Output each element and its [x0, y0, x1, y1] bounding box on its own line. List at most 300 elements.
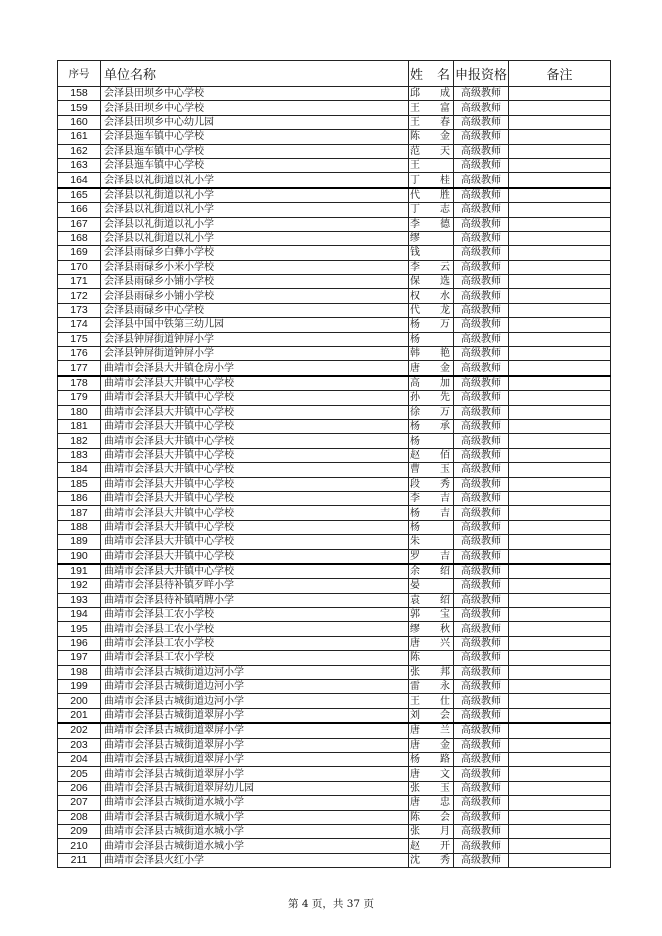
row-remark: [509, 347, 611, 361]
row-name: [409, 506, 454, 520]
row-name: [409, 608, 454, 622]
row-unit: 会泽县雨碌乡中心学校: [101, 303, 409, 317]
row-remark: [509, 506, 611, 520]
row-seq: 159: [58, 101, 101, 115]
row-given-name: 路: [440, 754, 450, 766]
row-remark: [509, 332, 611, 346]
row-surname: 代: [410, 189, 420, 201]
table-row: [58, 564, 611, 579]
row-remark: [509, 130, 611, 144]
table-row: [58, 680, 611, 694]
row-seq: 205: [58, 767, 101, 781]
row-remark: [509, 549, 611, 564]
row-given-name: 德: [440, 218, 450, 230]
row-surname: 唐: [410, 725, 420, 737]
row-given-name: 忠: [440, 797, 450, 809]
row-name: [409, 347, 454, 361]
row-surname: 李: [410, 218, 420, 230]
table-row: [58, 651, 611, 665]
table-row: [58, 289, 611, 303]
table-row: [58, 824, 611, 838]
row-surname: 张: [410, 782, 420, 794]
row-surname: 曹: [410, 464, 420, 476]
row-remark: [509, 173, 611, 188]
row-given-name: 先: [440, 392, 450, 404]
header-name-b: 名: [436, 68, 450, 83]
row-seq: 169: [58, 246, 101, 260]
row-remark: [509, 448, 611, 462]
row-name: [409, 361, 454, 376]
row-name: [409, 419, 454, 433]
row-qualification: 高级教师: [454, 289, 509, 303]
row-qualification: 高级教师: [454, 781, 509, 795]
row-qualification: 高级教师: [454, 217, 509, 231]
row-surname: 晏: [410, 580, 420, 592]
table-row: [58, 448, 611, 462]
row-seq: 188: [58, 520, 101, 534]
row-name: [409, 289, 454, 303]
table-row: [58, 708, 611, 723]
row-name: [409, 853, 454, 867]
row-name: [409, 723, 454, 738]
row-remark: [509, 361, 611, 376]
row-surname: 杨: [410, 507, 420, 519]
row-remark: [509, 767, 611, 781]
row-surname: 丁: [410, 174, 420, 186]
row-given-name: 永: [440, 681, 450, 693]
table-row: [58, 173, 611, 188]
row-remark: [509, 636, 611, 650]
row-remark: [509, 231, 611, 245]
row-surname: 张: [410, 826, 420, 838]
header-seq: 序号: [58, 61, 101, 87]
row-surname: 王: [410, 102, 420, 114]
row-unit: 曲靖市会泽县火红小学: [101, 853, 409, 867]
table-row: [58, 549, 611, 564]
row-given-name: 文: [440, 768, 450, 780]
row-unit: 曲靖市会泽县大井镇仓房小学: [101, 361, 409, 376]
row-surname: 沈: [410, 854, 420, 866]
row-qualification: 高级教师: [454, 275, 509, 289]
row-qualification: 高级教师: [454, 491, 509, 505]
table-row: [58, 303, 611, 317]
row-name: [409, 680, 454, 694]
row-unit: 曲靖市会泽县古城街道翠屏小学: [101, 738, 409, 752]
row-surname: 王: [410, 116, 420, 128]
row-remark: [509, 651, 611, 665]
row-seq: 174: [58, 318, 101, 332]
row-qualification: 高级教师: [454, 361, 509, 376]
header-qualification: 申报资格: [454, 61, 509, 87]
row-unit: 会泽县雨碌乡小米小学校: [101, 260, 409, 274]
row-seq: 196: [58, 636, 101, 650]
row-unit: 曲靖市会泽县大井镇中心学校: [101, 376, 409, 391]
row-surname: 孙: [410, 392, 420, 404]
table-row: [58, 318, 611, 332]
row-seq: 209: [58, 824, 101, 838]
row-given-name: 秋: [440, 623, 450, 635]
row-name: [409, 622, 454, 636]
row-given-name: 富: [440, 102, 450, 114]
row-qualification: 高级教师: [454, 853, 509, 867]
row-surname: 陈: [410, 652, 420, 664]
row-name: [409, 477, 454, 491]
row-seq: 203: [58, 738, 101, 752]
row-surname: 余: [410, 566, 420, 578]
table-row: [58, 217, 611, 231]
row-name: [409, 520, 454, 534]
row-qualification: 高级教师: [454, 347, 509, 361]
page-footer: 第 4 页，共 37 页: [288, 898, 374, 910]
row-remark: [509, 520, 611, 534]
row-remark: [509, 680, 611, 694]
row-given-name: 春: [440, 116, 450, 128]
table-row: [58, 520, 611, 534]
row-name: [409, 839, 454, 853]
row-qualification: 高级教师: [454, 593, 509, 607]
row-surname: 杨: [410, 333, 420, 345]
row-remark: [509, 810, 611, 824]
row-seq: 200: [58, 694, 101, 708]
row-remark: [509, 144, 611, 158]
row-given-name: 云: [440, 261, 450, 273]
row-qualification: 高级教师: [454, 810, 509, 824]
row-qualification: 高级教师: [454, 158, 509, 172]
row-given-name: 绍: [440, 594, 450, 606]
row-name: [409, 101, 454, 115]
row-unit: 曲靖市会泽县古城街道水城小学: [101, 839, 409, 853]
row-surname: 陈: [410, 811, 420, 823]
row-qualification: 高级教师: [454, 694, 509, 708]
table-row: [58, 405, 611, 419]
row-seq: 170: [58, 260, 101, 274]
row-seq: 210: [58, 839, 101, 853]
table-row: [58, 231, 611, 245]
row-qualification: 高级教师: [454, 419, 509, 433]
row-qualification: 高级教师: [454, 246, 509, 260]
row-seq: 163: [58, 158, 101, 172]
row-seq: 187: [58, 506, 101, 520]
row-name: [409, 318, 454, 332]
row-seq: 172: [58, 289, 101, 303]
row-surname: 刘: [410, 709, 420, 721]
row-seq: 185: [58, 477, 101, 491]
row-name: [409, 549, 454, 564]
row-given-name: 天: [440, 145, 450, 157]
row-name: [409, 246, 454, 260]
row-name: [409, 593, 454, 607]
row-remark: [509, 564, 611, 579]
row-qualification: 高级教师: [454, 434, 509, 448]
row-seq: 173: [58, 303, 101, 317]
row-name: [409, 535, 454, 549]
row-given-name: 秀: [440, 478, 450, 490]
table-row: [58, 608, 611, 622]
row-unit: 会泽县雨碌乡小铺小学校: [101, 275, 409, 289]
row-name: [409, 115, 454, 129]
row-seq: 168: [58, 231, 101, 245]
row-given-name: 金: [440, 362, 450, 374]
row-qualification: 高级教师: [454, 767, 509, 781]
row-surname: 李: [410, 493, 420, 505]
row-given-name: 胜: [440, 189, 450, 201]
row-given-name: 万: [440, 406, 450, 418]
row-seq: 184: [58, 463, 101, 477]
row-unit: 曲靖市会泽县工农小学校: [101, 651, 409, 665]
row-unit: 曲靖市会泽县大井镇中心学校: [101, 391, 409, 405]
row-name: [409, 738, 454, 752]
row-seq: 182: [58, 434, 101, 448]
row-seq: 194: [58, 608, 101, 622]
row-given-name: 承: [440, 421, 450, 433]
table-row: [58, 796, 611, 810]
row-remark: [509, 188, 611, 203]
row-seq: 164: [58, 173, 101, 188]
table-row: [58, 158, 611, 172]
row-remark: [509, 101, 611, 115]
table-row: [58, 87, 611, 101]
row-surname: 袁: [410, 594, 420, 606]
row-given-name: 艳: [440, 348, 450, 360]
table-row: [58, 694, 611, 708]
row-qualification: 高级教师: [454, 173, 509, 188]
table-row: [58, 491, 611, 505]
table-row: [58, 839, 611, 853]
table-row: [58, 391, 611, 405]
row-remark: [509, 303, 611, 317]
row-qualification: 高级教师: [454, 723, 509, 738]
row-name: [409, 144, 454, 158]
row-given-name: 龙: [440, 305, 450, 317]
row-seq: 193: [58, 593, 101, 607]
row-qualification: 高级教师: [454, 203, 509, 217]
row-surname: 缪: [410, 623, 420, 635]
table-row: [58, 535, 611, 549]
row-seq: 176: [58, 347, 101, 361]
table-row: [58, 246, 611, 260]
row-qualification: 高级教师: [454, 144, 509, 158]
row-seq: 162: [58, 144, 101, 158]
row-remark: [509, 203, 611, 217]
row-name: [409, 491, 454, 505]
row-name: [409, 708, 454, 723]
row-unit: 曲靖市会泽县大井镇中心学校: [101, 564, 409, 579]
row-seq: 183: [58, 448, 101, 462]
row-surname: 代: [410, 305, 420, 317]
row-name: [409, 391, 454, 405]
row-seq: 201: [58, 708, 101, 723]
row-remark: [509, 463, 611, 477]
table-row: [58, 434, 611, 448]
row-qualification: 高级教师: [454, 535, 509, 549]
table-row: [58, 376, 611, 391]
row-surname: 高: [410, 378, 420, 389]
table-body: [58, 87, 611, 868]
row-unit: 会泽县中国中铁第三幼儿园: [101, 318, 409, 332]
row-given-name: 玉: [440, 782, 450, 794]
row-qualification: 高级教师: [454, 608, 509, 622]
row-unit: 会泽县田坝乡中心学校: [101, 101, 409, 115]
row-surname: 唐: [410, 362, 420, 374]
row-surname: 陈: [410, 131, 420, 143]
row-seq: 158: [58, 87, 101, 101]
row-seq: 177: [58, 361, 101, 376]
row-unit: 会泽县钟屏街道钟屏小学: [101, 332, 409, 346]
row-given-name: 选: [440, 276, 450, 288]
row-unit: 曲靖市会泽县大井镇中心学校: [101, 491, 409, 505]
row-unit: 会泽县以礼街道以礼小学: [101, 173, 409, 188]
row-unit: 会泽县迤车镇中心学校: [101, 144, 409, 158]
row-surname: 范: [410, 145, 420, 157]
row-surname: 钱: [410, 247, 420, 259]
table-row: [58, 723, 611, 738]
row-remark: [509, 246, 611, 260]
row-given-name: 金: [440, 739, 450, 751]
row-remark: [509, 665, 611, 679]
row-given-name: 佰: [440, 449, 450, 461]
row-unit: 曲靖市会泽县大井镇中心学校: [101, 448, 409, 462]
table-row: [58, 260, 611, 274]
row-seq: 191: [58, 564, 101, 579]
table-row: [58, 579, 611, 593]
row-given-name: 兰: [440, 725, 450, 737]
row-unit: 会泽县以礼街道以礼小学: [101, 188, 409, 203]
row-name: [409, 303, 454, 317]
row-remark: [509, 593, 611, 607]
row-unit: 曲靖市会泽县大井镇中心学校: [101, 477, 409, 491]
row-seq: 180: [58, 405, 101, 419]
row-seq: 199: [58, 680, 101, 694]
row-surname: 保: [410, 276, 420, 288]
row-remark: [509, 260, 611, 274]
table-row: [58, 275, 611, 289]
row-remark: [509, 391, 611, 405]
row-name: [409, 260, 454, 274]
row-given-name: 桂: [440, 174, 450, 186]
row-seq: 207: [58, 796, 101, 810]
row-seq: 178: [58, 376, 101, 391]
row-qualification: 高级教师: [454, 115, 509, 129]
table-row: [58, 810, 611, 824]
row-unit: 会泽县田坝乡中心幼儿园: [101, 115, 409, 129]
row-given-name: 绍: [440, 566, 450, 578]
row-surname: 李: [410, 261, 420, 273]
row-unit: 曲靖市会泽县大井镇中心学校: [101, 405, 409, 419]
teacher-list-table: [57, 60, 611, 868]
row-remark: [509, 723, 611, 738]
table-row: [58, 203, 611, 217]
row-qualification: 高级教师: [454, 506, 509, 520]
row-unit: 曲靖市会泽县古城街道边河小学: [101, 665, 409, 679]
row-name: [409, 158, 454, 172]
header-name-a: 姓: [410, 68, 424, 83]
row-remark: [509, 579, 611, 593]
row-given-name: 月: [440, 826, 450, 838]
row-unit: 曲靖市会泽县古城街道翠屏幼儿园: [101, 781, 409, 795]
row-qualification: 高级教师: [454, 839, 509, 853]
row-remark: [509, 289, 611, 303]
row-unit: 曲靖市会泽县大井镇中心学校: [101, 506, 409, 520]
row-given-name: 成: [440, 88, 450, 100]
table-row: [58, 347, 611, 361]
row-qualification: 高级教师: [454, 564, 509, 579]
row-remark: [509, 824, 611, 838]
row-given-name: 会: [440, 811, 450, 823]
table-row: [58, 781, 611, 795]
row-qualification: 高级教师: [454, 260, 509, 274]
row-qualification: 高级教师: [454, 405, 509, 419]
row-qualification: 高级教师: [454, 665, 509, 679]
row-remark: [509, 477, 611, 491]
row-remark: [509, 115, 611, 129]
row-name: [409, 275, 454, 289]
row-name: [409, 767, 454, 781]
row-unit: 会泽县迤车镇中心学校: [101, 130, 409, 144]
row-name: [409, 173, 454, 188]
row-remark: [509, 318, 611, 332]
table-row: [58, 738, 611, 752]
row-name: [409, 405, 454, 419]
table-row: [58, 144, 611, 158]
row-qualification: 高级教师: [454, 824, 509, 838]
row-name: [409, 752, 454, 766]
row-surname: 王: [410, 695, 420, 707]
row-qualification: 高级教师: [454, 680, 509, 694]
row-unit: 会泽县以礼街道以礼小学: [101, 217, 409, 231]
row-remark: [509, 434, 611, 448]
row-unit: 会泽县以礼街道以礼小学: [101, 231, 409, 245]
row-surname: 赵: [410, 840, 420, 852]
row-surname: 韩: [410, 348, 420, 360]
row-remark: [509, 275, 611, 289]
row-unit: 曲靖市会泽县工农小学校: [101, 622, 409, 636]
row-given-name: 吉: [440, 493, 450, 505]
table-row: [58, 506, 611, 520]
row-remark: [509, 694, 611, 708]
row-seq: 179: [58, 391, 101, 405]
row-qualification: 高级教师: [454, 579, 509, 593]
row-name: [409, 665, 454, 679]
row-remark: [509, 796, 611, 810]
row-seq: 192: [58, 579, 101, 593]
row-unit: 曲靖市会泽县大井镇中心学校: [101, 535, 409, 549]
table-row: [58, 332, 611, 346]
table-row: [58, 188, 611, 203]
row-surname: 王: [410, 160, 420, 172]
row-surname: 杨: [410, 319, 420, 331]
row-name: [409, 376, 454, 391]
row-given-name: 吉: [440, 507, 450, 519]
row-qualification: 高级教师: [454, 87, 509, 101]
row-given-name: 仕: [440, 695, 450, 707]
row-surname: 郭: [410, 609, 420, 621]
row-given-name: 金: [440, 131, 450, 143]
row-qualification: 高级教师: [454, 549, 509, 564]
row-remark: [509, 87, 611, 101]
row-given-name: 兴: [440, 638, 450, 650]
row-name: [409, 231, 454, 245]
row-qualification: 高级教师: [454, 463, 509, 477]
row-surname: 杨: [410, 521, 420, 533]
header-unit: 单位名称: [101, 61, 409, 87]
row-seq: 175: [58, 332, 101, 346]
row-remark: [509, 752, 611, 766]
row-qualification: 高级教师: [454, 332, 509, 346]
row-qualification: 高级教师: [454, 796, 509, 810]
row-name: [409, 188, 454, 203]
row-unit: 曲靖市会泽县古城街道水城小学: [101, 810, 409, 824]
row-unit: 曲靖市会泽县工农小学校: [101, 608, 409, 622]
